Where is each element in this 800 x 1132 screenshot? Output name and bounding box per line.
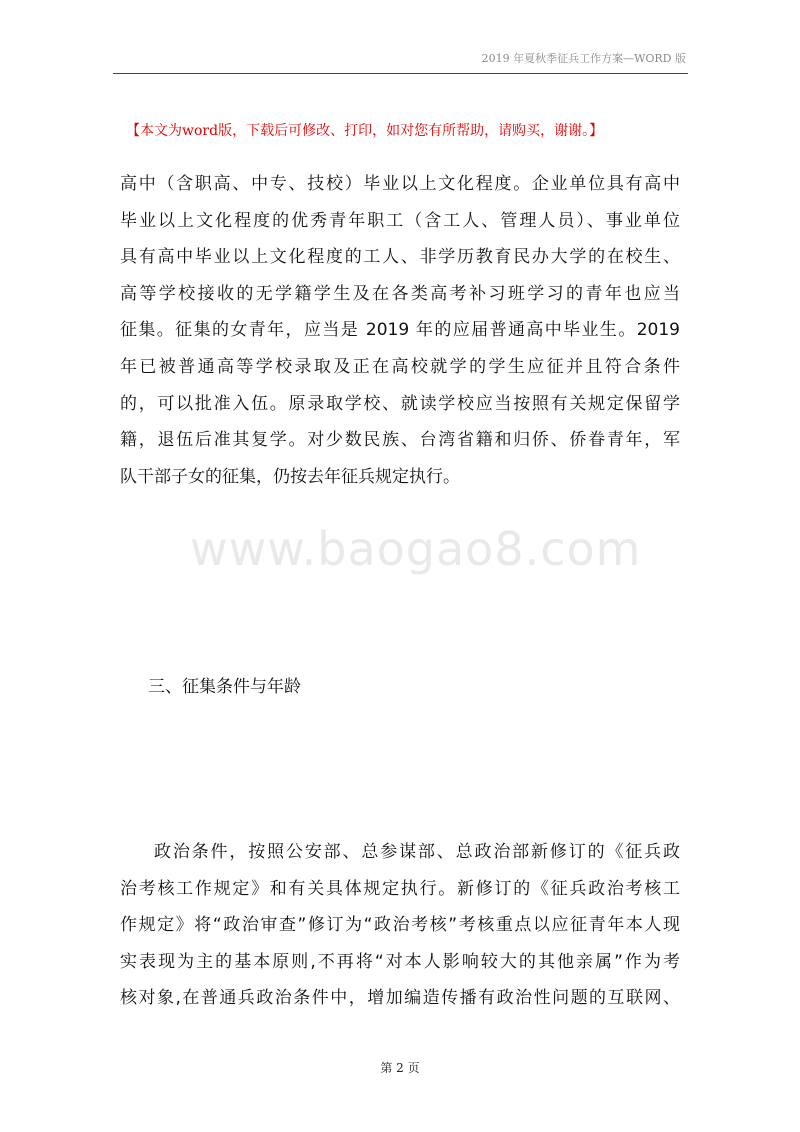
purchase-notice: 【本文为word版，下载后可修改、打印，如对您有所帮助，请购买，谢谢。】 [126, 123, 604, 139]
paragraph-line: 实表现为主的基本原则,不再将“对本人影响较大的其他亲属”作为考 [120, 951, 680, 972]
paragraph-line: 核对象,在普通兵政治条件中，增加编造传播有政治性问题的互联网、 [120, 988, 680, 1009]
paragraph-line: 年已被普通高等学校录取及正在高校就学的学生应征并且符合条件 [120, 356, 680, 377]
section-heading: 三、征集条件与年龄 [148, 677, 301, 697]
paragraph-line: 毕业以上文化程度的优秀青年职工（含工人、管理人员）、事业单位 [120, 210, 680, 231]
paragraph-line: 籍，退伍后准其复学。对少数民族、台湾省籍和归侨、侨眷青年，军 [120, 430, 680, 451]
paragraph-line: 高中（含职高、中专、技校）毕业以上文化程度。企业单位具有高中 [120, 174, 680, 194]
paragraph-line: 治考核工作规定》和有关具体规定执行。新修订的《征兵政治考核工 [120, 878, 680, 899]
watermark: www.baogao8.com [190, 522, 642, 576]
header-divider [113, 73, 688, 74]
paragraph-political-conditions [120, 834, 680, 1017]
paragraph-education-requirements [120, 166, 680, 495]
paragraph-line: 政治条件，按照公安部、总参谋部、总政治部新修订的《征兵政 [154, 842, 680, 862]
paragraph-line: 具有高中毕业以上文化程度的工人、非学历教育民办大学的在校生、 [120, 247, 680, 268]
page-number: 第 2 页 [380, 1061, 420, 1075]
paragraph-line: 高等学校接收的无学籍学生及在各类高考补习班学习的青年也应当 [120, 283, 680, 304]
paragraph-line: 征集。征集的女青年，应当是 2019 年的应届普通高中毕业生。2019 [120, 320, 680, 341]
paragraph-line: 作规定》将“政治审查”修订为“政治考核”考核重点以应征青年本人现 [120, 915, 680, 936]
paragraph-line: 的，可以批准入伍。原录取学校、就读学校应当按照有关规定保留学 [120, 393, 680, 414]
paragraph-line: 队干部子女的征集，仍按去年征兵规定执行。 [120, 466, 460, 487]
running-header: 2019 年夏秋季征兵工作方案—WORD 版 [481, 52, 686, 65]
